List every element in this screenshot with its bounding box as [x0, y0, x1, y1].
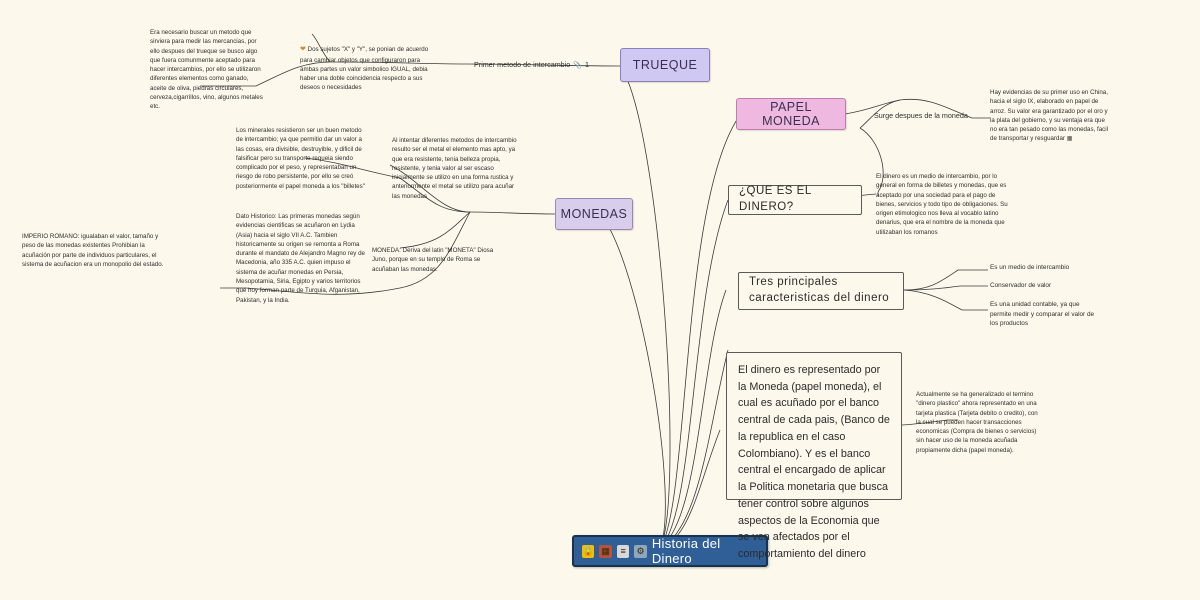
caracteristica-item-3: [990, 300, 1096, 329]
note-dato-historico-text: Dato Historico: Las primeras monedas según evidencias cientificas se acuñaron en Lydia (Asia) hacia el siglo VII A.C. Tambien historicamente su origen se remonta a Roma durante el mandato de Alejandro Magno rey de Macedonia, año 335 A.C. quien impuso el sistema de acuñar monedas en Persia, Mesopotamia, Siria, Egipto y varios territorios que hoy forman parte de Turquia, Afganistan, Pakistan, y la India.: [236, 213, 365, 304]
caracteristica-item-3-text: Es una unidad contable, ya que permite medir y comparar el valor de los productos: [990, 301, 1095, 328]
topic-que-es-el-dinero-label: ¿QUE ES EL DINERO?: [739, 185, 812, 213]
gear-icon: ⚙: [634, 545, 646, 558]
topic-papel-moneda[interactable]: [736, 98, 846, 130]
note-hay-evidencias: [990, 88, 1108, 144]
label-primer-metodo-count: 1: [585, 60, 589, 69]
label-surge-despues: [874, 111, 984, 120]
topic-monedas-label: MONEDAS: [560, 207, 628, 221]
lock-icon: 🔒: [582, 545, 594, 556]
label-primer-metodo-text: Primer metodo de intercambio: [474, 60, 571, 69]
note-dos-sujetos: [300, 45, 440, 93]
grid-icon: ▦: [601, 545, 610, 556]
note-actualmente: [916, 390, 1040, 455]
note-minerales-text: Los minerales resistieron ser un buen metodo de intercambio; ya que permitio dar un valor a las cosas, era divisible, destruyible, y dificil de falsificar pero su transporte requeia siendo complicado por el peso, y representaban un riesgo de robo persistente, por ello se creó posteriormente el papel moneda a los "billetes": [236, 127, 365, 190]
label-surge-despues-text: Surge despues de la moneda: [874, 111, 968, 120]
lines-icon: ≡: [617, 545, 629, 558]
topic-tres-caracteristicas-label: Tres principales caracteristicas del dinero: [749, 276, 890, 304]
topic-monedas[interactable]: [555, 198, 633, 230]
note-moneda-etimologia: [372, 246, 500, 274]
note-el-dinero-medio-text: El dinero es un medio de intercambio, por lo general en forma de billetes y monedas, que es aceptado por una sociedad para el pago de bienes, servicios y todo tipo de obligaciones. Su origen etimologico nos lleva al vocablo latino denarius, que era el nombre de la moneda que utilizaban los romanos: [876, 173, 1008, 236]
caracteristica-item-1-text: Es un medio de intercambio: [990, 264, 1070, 271]
note-minerales: [236, 126, 368, 191]
caracteristica-item-2-text: Conservador de valor: [990, 282, 1052, 289]
label-primer-metodo: [474, 60, 604, 69]
topic-papel-moneda-label: PAPEL MONEDA: [762, 100, 820, 128]
topic-que-es-el-dinero[interactable]: [728, 185, 862, 215]
root-label: Historia del Dinero: [651, 536, 721, 566]
note-hay-evidencias-text: Hay evidencias de su primer uso en China, hacia el siglo IX, elaborado en papel de arroz. Su valor era garantizado por el oro y la plata del gobierno, y su ventaja era que no era tan pesado como las monedas, facil de transportar y resguardar: [990, 89, 1108, 143]
note-intentar-metodos: [392, 136, 522, 201]
note-icon: ▦: [1066, 136, 1073, 143]
topic-trueque[interactable]: [620, 48, 710, 82]
caracteristica-item-2: [990, 281, 1090, 291]
topic-trueque-label: TRUEQUE: [632, 58, 698, 72]
note-trueque-necesario: [150, 28, 266, 112]
note-trueque-necesario-text: Era necesario buscar un metodo que sirviera para medir las mercancias, por ello despues del trueque se busco algo que fuera comunmente aceptado para hacer intercambios, por ello se utilizaron diferentes elementos como ganado, aceite de oliva, piedras circulares, cerveza,cigarrillos, vino, algunos metales etc.: [150, 29, 263, 111]
note-moneda-etimologia-text: MONEDA: Deriva del latin "MONETA" Diosa Juno, porque en su templo de Roma se acuñaban las monedas.: [372, 247, 494, 273]
note-el-dinero-medio: [876, 172, 1008, 237]
topic-tres-caracteristicas[interactable]: [738, 272, 904, 310]
note-dato-historico: [236, 212, 368, 305]
topic-dinero-representado-text: El dinero es representado por la Moneda (papel moneda), el cual es acuñado por el banco central de cada pais, (Banco de la republica en el caso Colombiano). Y es el banco central el encargado de aplicar la Politica monetaria que busca tener control sobre algunos aspectos de la Economia que se ven afectados por el comportamiento del dinero: [738, 364, 890, 561]
caracteristica-item-1: [990, 263, 1090, 273]
attachment-icon: 📎: [573, 61, 582, 69]
heart-icon: ❤: [300, 46, 306, 53]
topic-dinero-representado[interactable]: [726, 352, 902, 561]
note-imperio-romano: [22, 232, 166, 269]
note-actualmente-text: Actualmente se ha generalizado el termino "dinero plastico" ahora representado en una tarjeta plastica (Tarjeta debito o credito), con la cual se pueden hacer transacciones economicas (Compra de bienes o servicios) sin hacer uso de la moneda acuñada propiamente dicha (papel moneda).: [916, 391, 1038, 454]
note-dos-sujetos-text: Dos sujetos "X" y "Y", se ponian de acuerdo para cambiar objetos que configuraron para ambas partes un valor simbolico IGUAL, debia haber una doble coincidencia respecto a sus deseos o necesidades: [300, 46, 429, 92]
note-intentar-metodos-text: Al intentar diferentes metodos de intercambio resulto ser el metal el elemento mas apto, ya que era resistente, tenia belleza propia, resistente, y tenia valor al ser escaso inicialmente se utilizo en una forma rustica y anteriormente el metal se utilizo para acuñar las monedas: [392, 137, 517, 200]
note-imperio-romano-text: IMPERIO ROMANO: igualaban el valor, tamaño y peso de las monedas existentes Prohibian la acuñación por parte de individuos particulares, el sistema de acuñacion era un monopolio del estado.: [22, 233, 164, 268]
